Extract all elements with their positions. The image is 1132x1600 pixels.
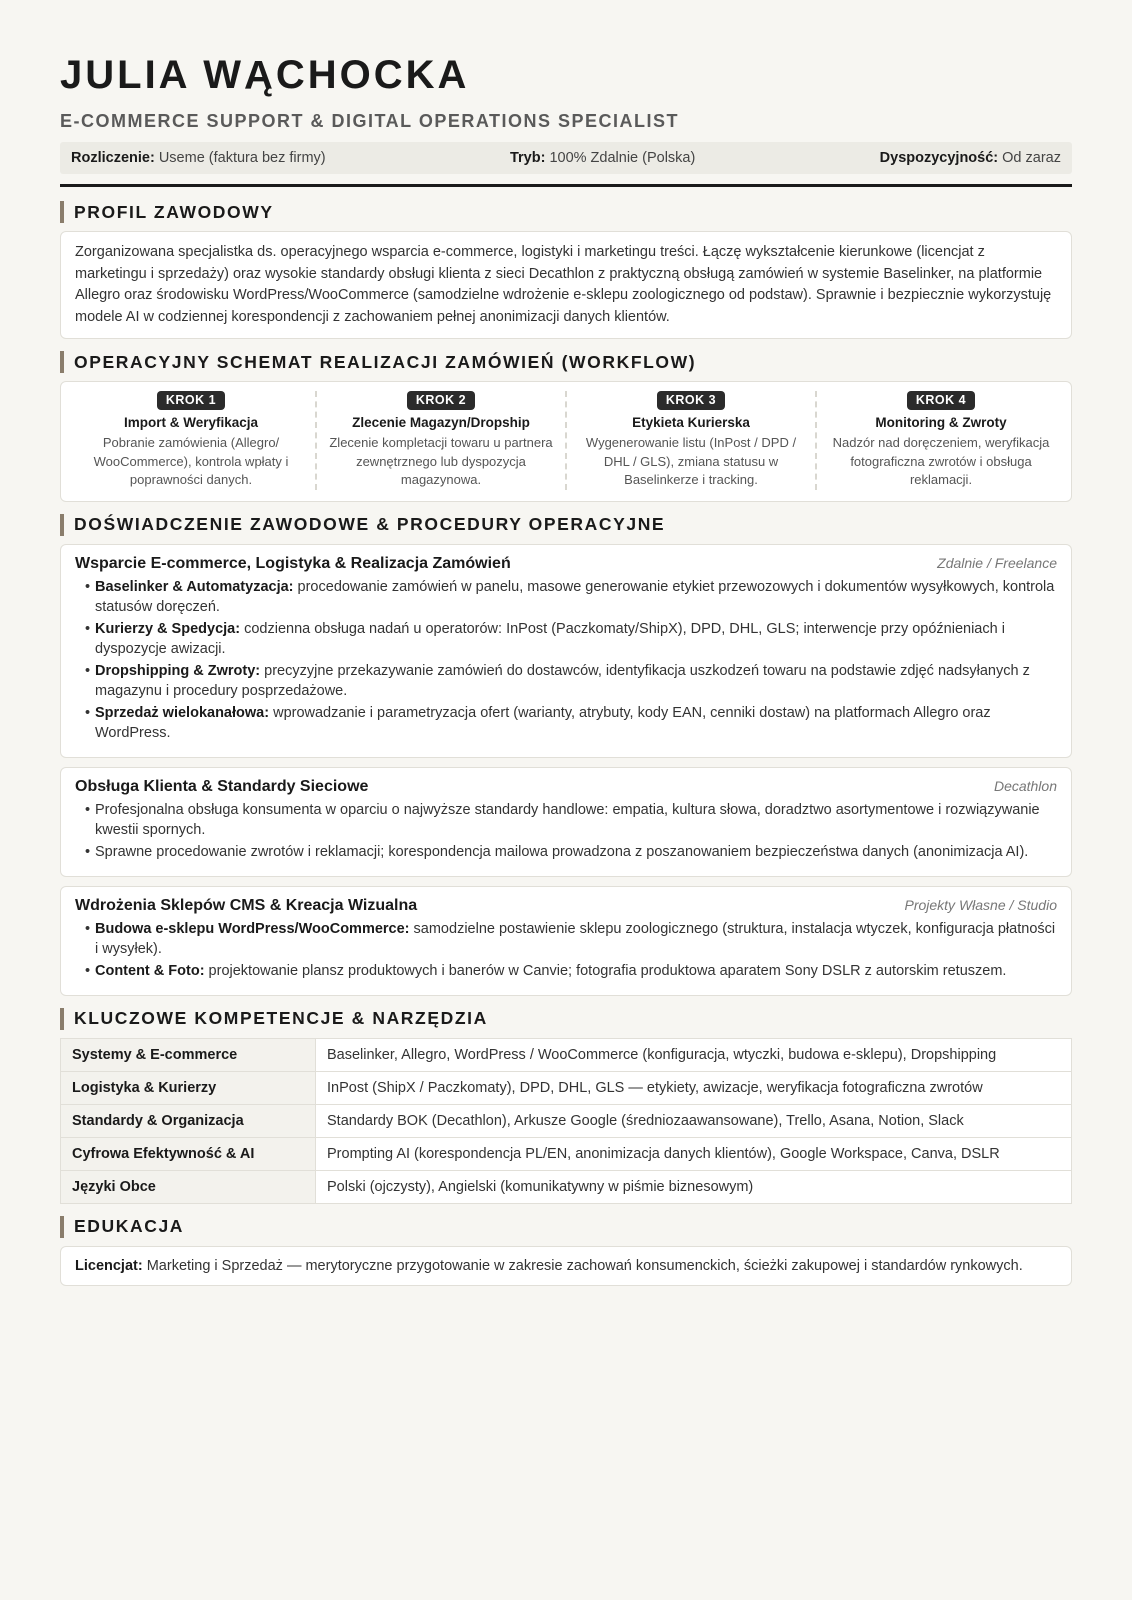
education-entry <box>60 1246 1072 1286</box>
table-row <box>61 1137 1072 1170</box>
bullet-text: projektowanie plansz produktowych i banerów w Canvie; fotografia produktowa aparatem Sony DSLR z autorskim retuszem. <box>204 962 1007 979</box>
bullet-lead: Content & Foto: <box>95 962 205 979</box>
skill-category: Cyfrowa Efektywność & AI <box>61 1137 316 1170</box>
job-header <box>75 778 1057 796</box>
step-description: Nadzór nad doręczeniem, weryfikacja fotograficzna zwrotów i obsługa reklamacji. <box>832 435 1050 488</box>
bullet-lead: Budowa e-sklepu WordPress/WooCommerce: <box>95 920 410 937</box>
list-item <box>75 619 1057 659</box>
step-description: Pobranie zamówienia (Allegro/ WooCommerce), kontrola wpłaty i poprawności danych. <box>93 435 289 488</box>
workflow-step <box>567 391 817 490</box>
bullet-lead: Baselinker & Automatyzacja: <box>95 578 294 595</box>
bullet-lead: Kurierzy & Spedycja: <box>95 620 241 637</box>
table-row <box>61 1038 1072 1071</box>
step-description: Wygenerowanie listu (InPost / DPD / DHL / GLS), zmiana statusu w Baselinkerze i tracking. <box>585 435 797 488</box>
profile-text: Zorganizowana specjalistka ds. operacyjnego wsparcia e-commerce, logistyki i marketingu treści. Łączę wykształcenie kierunkowe (licencjat z marketingu i sprzedaży) oraz wysokie standardy obsługi klienta z sieci Decathlon z praktyczną obsługą zamówień w systemie Baselinker, na platformie Allegro oraz środowisku WordPress/WooCommerce (samodzielne wdrożenie e-sklepu zoologicznego od podstaw). Sprawnie i bezpiecznie wykorzystuję modele AI w codziennej korespondencji z zachowaniem pełnej anonimizacji danych klientów. <box>60 231 1072 339</box>
skill-value: Standardy BOK (Decathlon), Arkusze Google (średniozaawansowane), Trello, Asana, Notion, Slack <box>316 1104 1072 1137</box>
list-item <box>75 919 1057 959</box>
skills-table <box>60 1038 1072 1204</box>
step-description: Zlecenie kompletacji towaru u partnera zewnętrznego lub dyspozycja magazynowa. <box>329 435 553 488</box>
skill-value: Baselinker, Allegro, WordPress / WooCommerce (konfiguracja, wtyczki, budowa e-sklepu), Dropshipping <box>316 1038 1072 1071</box>
step-title: Zlecenie Magazyn/Dropship <box>352 415 530 431</box>
step-title: Import & Weryfikacja <box>123 415 259 431</box>
candidate-name: JULIA WĄCHOCKA <box>60 53 470 97</box>
step-badge: KROK 1 <box>157 391 225 410</box>
step-badge: KROK 2 <box>407 391 475 410</box>
job-bullets <box>75 919 1057 981</box>
job-meta: Projekty Własne / Studio <box>904 896 1057 913</box>
info-mode <box>510 150 695 166</box>
skill-value: Polski (ojczysty), Angielski (komunikatywny w piśmie biznesowym) <box>316 1170 1072 1203</box>
info-availability-label: Dyspozycyjność: <box>879 150 999 166</box>
education-text: Marketing i Sprzedaż — merytoryczne przygotowanie w zakresie zachowań konsumenckich, ścieżki zakupowej i standardów rynkowych. <box>142 1257 1023 1274</box>
step-title: Monitoring & Zwroty <box>875 415 1007 431</box>
info-availability-value: Od zaraz <box>1002 150 1061 166</box>
skill-value: InPost (ShipX / Paczkomaty), DPD, DHL, GLS — etykiety, awizacje, weryfikacja fotograficzna zwrotów <box>316 1071 1072 1104</box>
workflow-step <box>67 391 317 490</box>
job-bullets <box>75 800 1057 862</box>
skill-value: Prompting AI (korespondencja PL/EN, anonimizacja danych klientów), Google Workspace, Canva, DSLR <box>316 1137 1072 1170</box>
skill-category: Logistyka & Kurierzy <box>61 1071 316 1104</box>
job-card <box>60 767 1072 877</box>
job-meta: Zdalnie / Freelance <box>937 554 1057 571</box>
table-row <box>61 1170 1072 1203</box>
bullet-lead: Sprzedaż wielokanałowa: <box>95 704 270 721</box>
job-header <box>75 897 1057 915</box>
section-title-skills: KLUCZOWE KOMPETENCJE & NARZĘDZIA <box>60 1008 1072 1030</box>
workflow-step <box>817 391 1065 490</box>
bullet-lead: Dropshipping & Zwroty: <box>95 662 261 679</box>
info-mode-value: 100% Zdalnie (Polska) <box>549 150 696 166</box>
info-billing-value: Useme (faktura bez firmy) <box>158 150 326 166</box>
bullet-text: wprowadzanie i parametryzacja ofert (warianty, atrybuty, kody EAN, cenniki dostaw) na platformach Allegro oraz WordPress. <box>95 704 991 741</box>
list-item <box>75 703 1057 743</box>
table-row <box>61 1104 1072 1137</box>
info-bar <box>60 142 1072 174</box>
job-card <box>60 544 1072 758</box>
job-title: Wdrożenia Sklepów CMS & Kreacja Wizualna <box>75 896 418 914</box>
info-billing-label: Rozliczenie: <box>71 150 155 166</box>
list-item <box>75 961 1057 981</box>
job-bullets <box>75 577 1057 743</box>
bullet-text: Sprawne procedowanie zwrotów i reklamacji; korespondencja mailowa prowadzona z poszanowaniem bezpieczeństwa danych (anonimizacja AI). <box>95 843 1029 860</box>
list-item <box>75 661 1057 701</box>
workflow-step <box>317 391 567 490</box>
workflow-panel <box>60 381 1072 502</box>
job-meta: Decathlon <box>993 777 1057 794</box>
list-item <box>75 842 1057 862</box>
skill-category: Języki Obce <box>61 1170 316 1203</box>
bullet-text: Profesjonalna obsługa konsumenta w oparciu o najwyższe standardy handlowe: empatia, kultura słowa, doradztwo asortymentowe i rozwiązywanie kwestii spornych. <box>95 801 1040 838</box>
job-header <box>75 555 1057 573</box>
job-title: Obsługa Klienta & Standardy Sieciowe <box>75 777 369 795</box>
step-badge: KROK 4 <box>907 391 975 410</box>
education-degree: Licencjat: <box>75 1257 143 1274</box>
info-billing <box>71 150 326 166</box>
step-badge: KROK 3 <box>657 391 725 410</box>
skill-category: Systemy & E-commerce <box>61 1038 316 1071</box>
section-title-education: EDUKACJA <box>60 1216 1072 1238</box>
job-title: Wsparcie E-commerce, Logistyka & Realizacja Zamówień <box>75 554 511 572</box>
bullet-text: procedowanie zamówień w panelu, masowe generowanie etykiet przewozowych i dokumentów wysyłkowych, kontrola statusów doręczeń. <box>95 578 1055 615</box>
job-card <box>60 886 1072 996</box>
info-availability <box>880 150 1061 166</box>
table-row <box>61 1071 1072 1104</box>
step-title: Etykieta Kurierska <box>632 415 750 431</box>
section-title-experience: DOŚWIADCZENIE ZAWODOWE & PROCEDURY OPERACYJNE <box>60 514 1072 536</box>
candidate-role: E-COMMERCE SUPPORT & DIGITAL OPERATIONS SPECIALIST <box>60 111 680 131</box>
info-mode-label: Tryb: <box>509 150 546 166</box>
section-title-workflow: OPERACYJNY SCHEMAT REALIZACJI ZAMÓWIEŃ (WORKFLOW) <box>60 351 1072 373</box>
skill-category: Standardy & Organizacja <box>61 1104 316 1137</box>
bullet-text: precyzyjne przekazywanie zamówień do dostawców, identyfikacja uszkodzeń towaru na podstawie zdjęć nadsyłanych z magazynu i procedury posprzedażowe. <box>95 662 1030 699</box>
list-item <box>75 577 1057 617</box>
section-title-profile: PROFIL ZAWODOWY <box>60 201 1072 223</box>
list-item <box>75 800 1057 840</box>
bullet-text: samodzielne postawienie sklepu zoologicznego (struktura, instalacja wtyczek, konfiguracja płatności i wysyłek). <box>95 920 1056 957</box>
header-divider <box>60 184 1072 187</box>
bullet-text: codzienna obsługa nadań u operatorów: InPost (Paczkomaty/ShipX), DPD, DHL, GLS; interwencje przy opóźnieniach i dyspozycje awizacji. <box>95 620 1005 657</box>
